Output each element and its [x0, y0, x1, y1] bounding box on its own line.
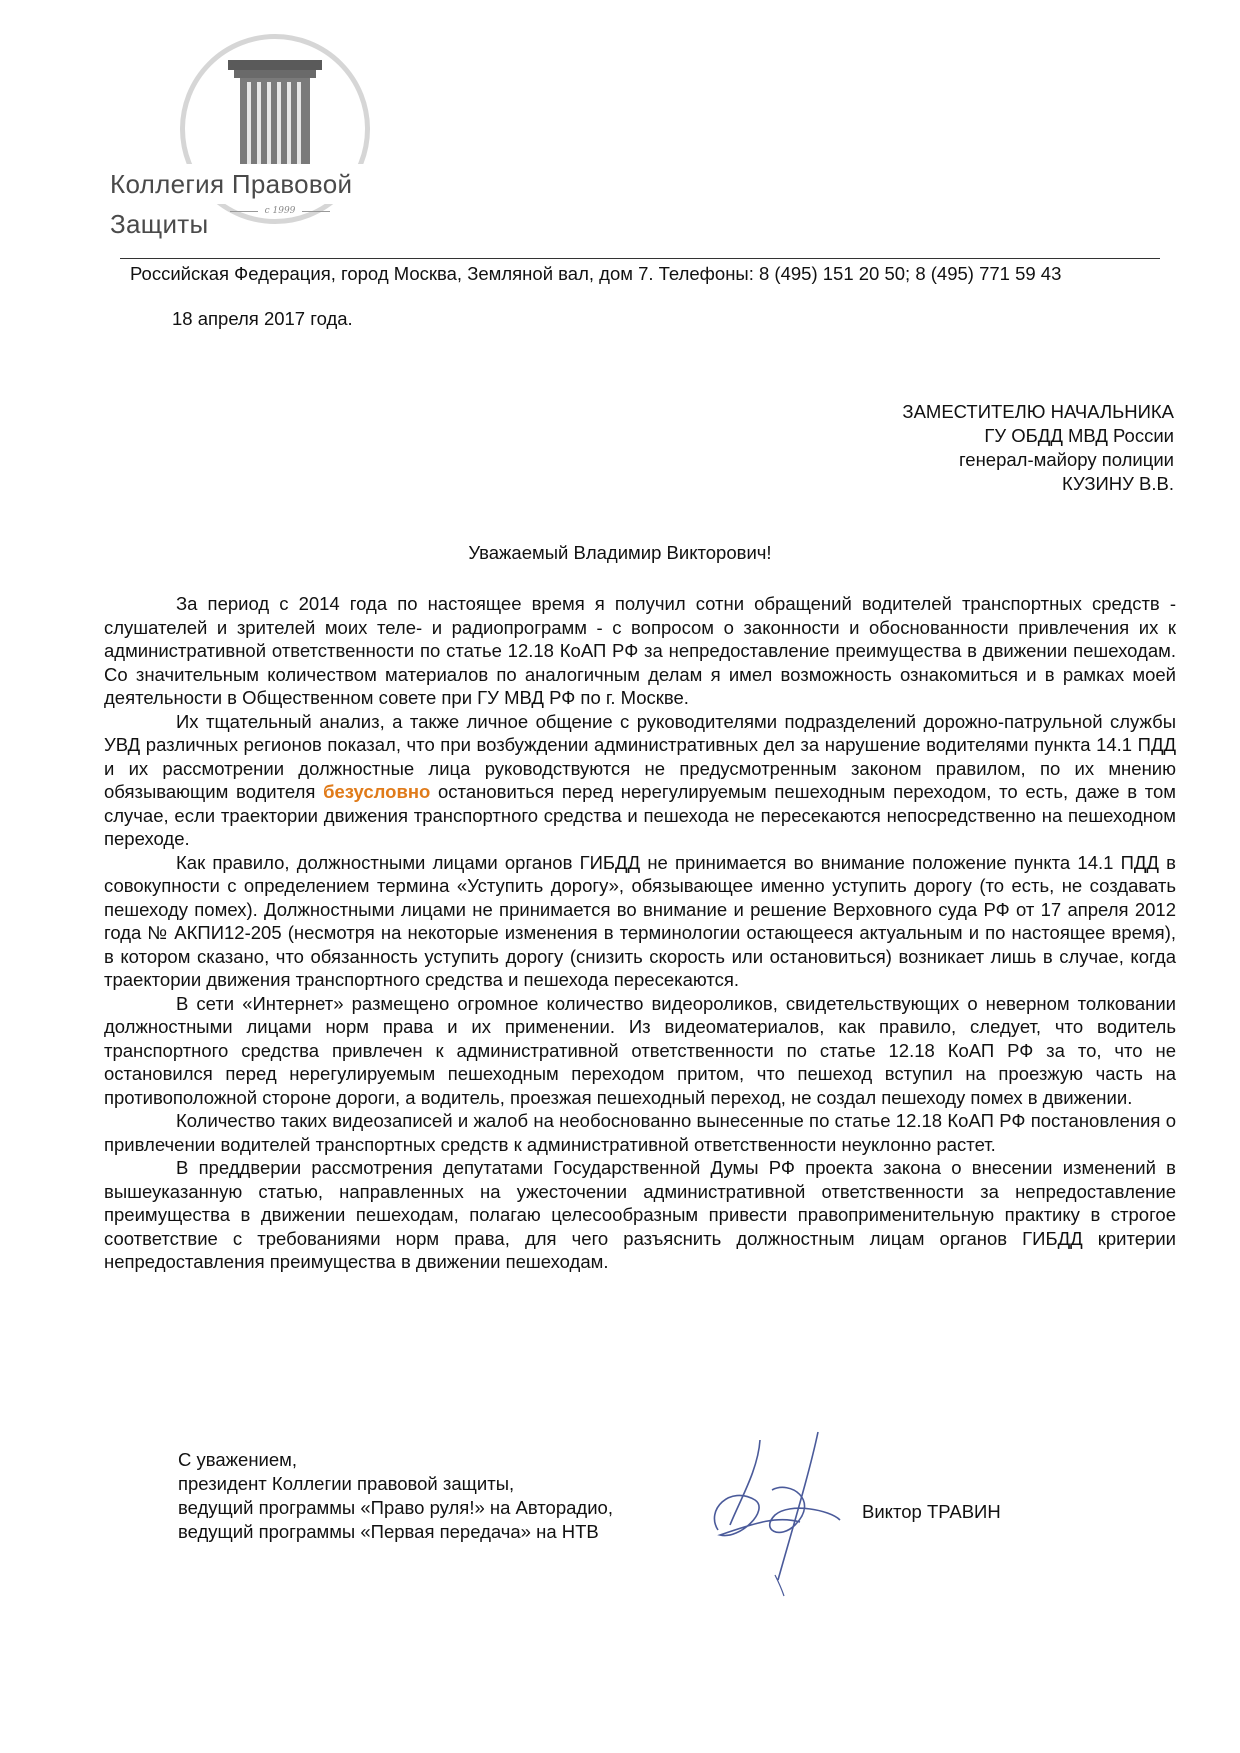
letterhead-address: Российская Федерация, город Москва, Земляной вал, дом 7. Телефоны: 8 (495) 151 20 50; 8 (495) 771 59 43	[130, 263, 1062, 284]
emphasis-word: безусловно	[323, 781, 431, 802]
logo-title: Коллегия Правовой Защиты	[110, 164, 450, 204]
recipient-title: ЗАМЕСТИТЕЛЮ НАЧАЛЬНИКА	[902, 401, 1174, 422]
letter-body	[104, 592, 1176, 1274]
body-paragraph-6: В преддверии рассмотрения депутатами Государственной Думы РФ проекта закона о внесении изменений в вышеуказанную статью, направленных на ужесточении административной ответственности за непредоставление преимущества в движении пешеходам, полагаю целесообразным привести правоприменительную практику в строгое соответствие с требованиями норм права, для чего разъяснить должностным лицам органов ГИБДД критерии непредоставления преимущества в движении пешеходам.	[104, 1157, 1176, 1272]
column-icon	[220, 56, 330, 176]
body-paragraph-1: За период с 2014 года по настоящее время я получил сотни обращений водителей транспортных средств - слушателей и зрителей моих теле- и радиопрограмм - с вопросом о законности и обоснованности привлечения их к административной ответственности по статье 12.18 КоАП РФ за непредоставление преимущества в движении пешеходам. Со значительным количеством материалов по аналогичным делам я имел возможность ознакомиться и в рамках моей деятельности в Общественном совете при ГУ МВД РФ по г. Москве.	[104, 593, 1176, 708]
organization-logo	[110, 34, 450, 239]
body-paragraph-5: Количество таких видеозаписей и жалоб на необоснованно вынесенные по статье 12.18 КоАП РФ постановления о привлечении водителей транспортных средств к административной ответственности неуклонно растет.	[104, 1110, 1176, 1155]
closing-position-2: ведущий программы «Право руля!» на Авторадио,	[178, 1497, 613, 1518]
body-paragraph-2	[104, 710, 1176, 851]
logo-since: с 1999	[240, 205, 320, 217]
body-paragraph-3: Как правило, должностными лицами органов ГИБДД не принимается во внимание положение пункта 14.1 ПДД в совокупности с определением термина «Уступить дорогу», обязывающее именно уступить дорогу (то есть, не создавать пешеходу помех). Должностными лицами не принимается во внимание и решение Верховного суда РФ от 17 апреля 2012 года № АКПИ12-205 (несмотря на некоторые изменения в терминологии остающееся актуальным и по настоящее время), в котором сказано, что обязанность уступить дорогу (снизить скорость или остановиться) возникает лишь в случае, когда траектории движения транспортного средства и пешехода пересекаются.	[104, 851, 1176, 990]
salutation: Уважаемый Владимир Викторович!	[468, 542, 772, 563]
recipient-organization: ГУ ОБДД МВД России	[984, 425, 1174, 446]
header-divider	[120, 258, 1160, 259]
recipient-name: КУЗИНУ В.В.	[1061, 473, 1174, 494]
paragraph-2-text-after: остановиться перед нерегулируемым пешеходным переходом, то есть, даже в том случае, если траектории движения транспортного средства и пешехода не пересекаются непосредственно на пешеходном переходе.	[104, 781, 1177, 849]
closing-position-3: ведущий программы «Первая передача» на НТВ	[178, 1521, 599, 1542]
recipient-block	[902, 400, 1174, 496]
recipient-rank: генерал-майору полиции	[958, 449, 1174, 470]
letter-date: 18 апреля 2017 года.	[172, 308, 353, 329]
closing-regards: С уважением,	[178, 1449, 298, 1470]
paragraph-2-text-before: Их тщательный анализ, а также личное общение с руководителями подразделений дорожно-патрульной службы УВД различных регионов показал, что при возбуждении административных дел за нарушение водителями пункта 14.1 ПДД и их рассмотрении должностные лица руководствуются не предусмотренным законом правилом, по их мнению обязывающим водителя	[104, 710, 1176, 802]
body-paragraph-4: В сети «Интернет» размещено огромное количество видеороликов, свидетельствующих о неверном толковании должностными лицами норм права и их применении. Из видеоматериалов, как правило, следует, что водитель транспортного средства привлечен к административной ответственности по статье 12.18 КоАП РФ за то, что не остановился перед нерегулируемым пешеходным переходом притом, что пешеход вступил на проезжую часть на противоположной стороне дороги, а водитель, проезжая пешеходный переход, не создал пешеходу помех в движении.	[104, 992, 1176, 1108]
closing-block	[178, 1448, 613, 1544]
signer-name: Виктор ТРАВИН	[862, 1501, 1001, 1522]
closing-position-1: президент Коллегии правовой защиты,	[178, 1473, 515, 1494]
handwritten-signature	[700, 1430, 850, 1600]
